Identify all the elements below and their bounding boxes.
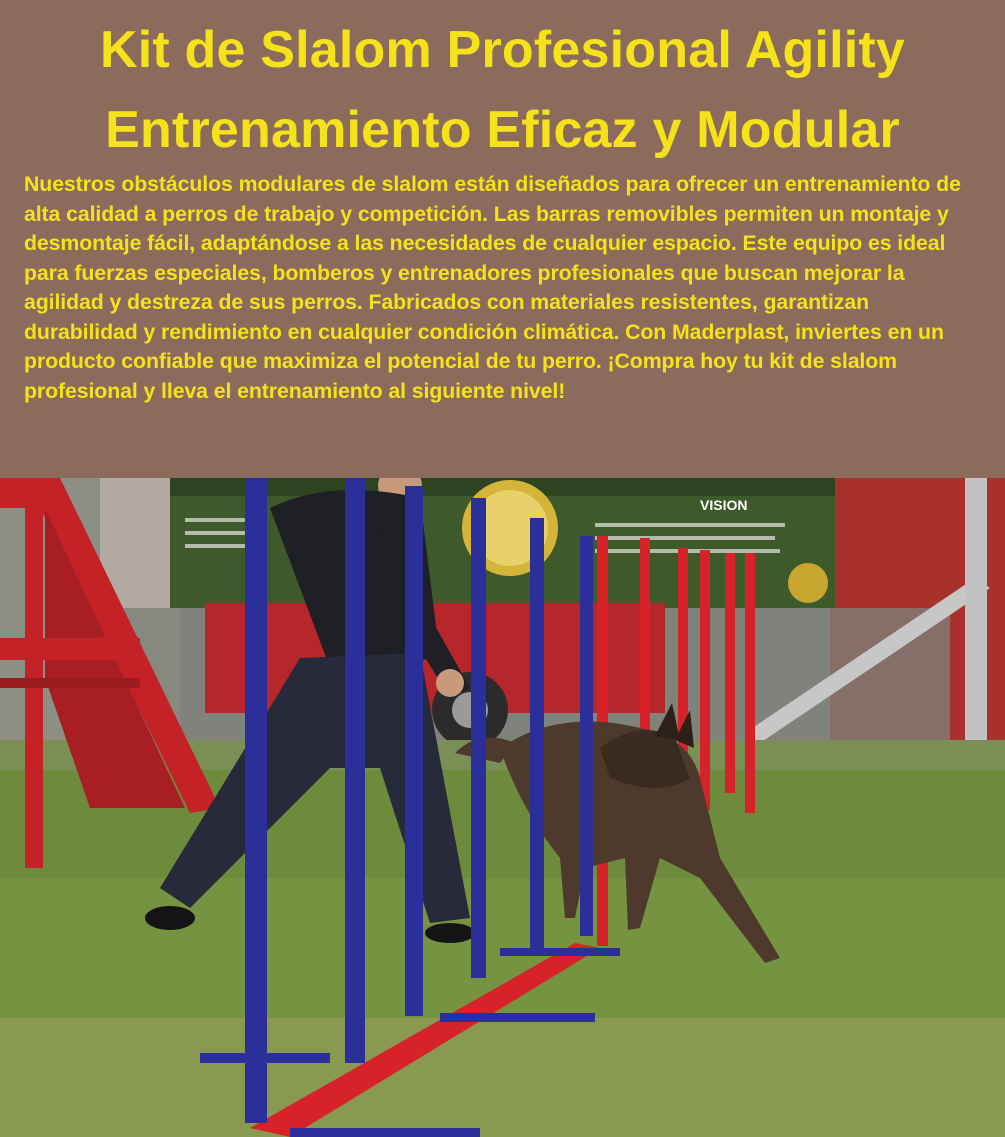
page-title-line1: Kit de Slalom Profesional Agility xyxy=(99,21,906,79)
seal-emblem xyxy=(788,563,828,603)
product-description: Nuestros obstáculos modulares de slalom están diseñados para ofrecer un entrenamiento de alta calidad a perros de trabajo y competición. Las barras removibles permiten un montaje y desmontaje fácil, adaptándose a las necesidades de cualquier espacio. Este equipo es ideal para fuerzas especiales, bomberos y entrenadores profesionales que buscan mejorar la agilidad y destreza de sus perros. Fabricados con materiales resistentes, garantizan durabilidad y rendimiento en cualquier condición climática. Con Maderplast, inviertes en un producto confiable que maximiza el potencial de tu perro. ¡Compra hoy tu kit de slalom profesional y lleva el entrenamiento al siguiente nivel! xyxy=(24,172,961,403)
product-photo xyxy=(0,478,1005,1137)
page-title-line2: Entrenamiento Eficaz y Modular xyxy=(105,101,900,159)
header-panel xyxy=(0,0,1005,478)
banner-word: VISION xyxy=(700,497,748,513)
slalom-training-photo xyxy=(0,478,1005,1137)
